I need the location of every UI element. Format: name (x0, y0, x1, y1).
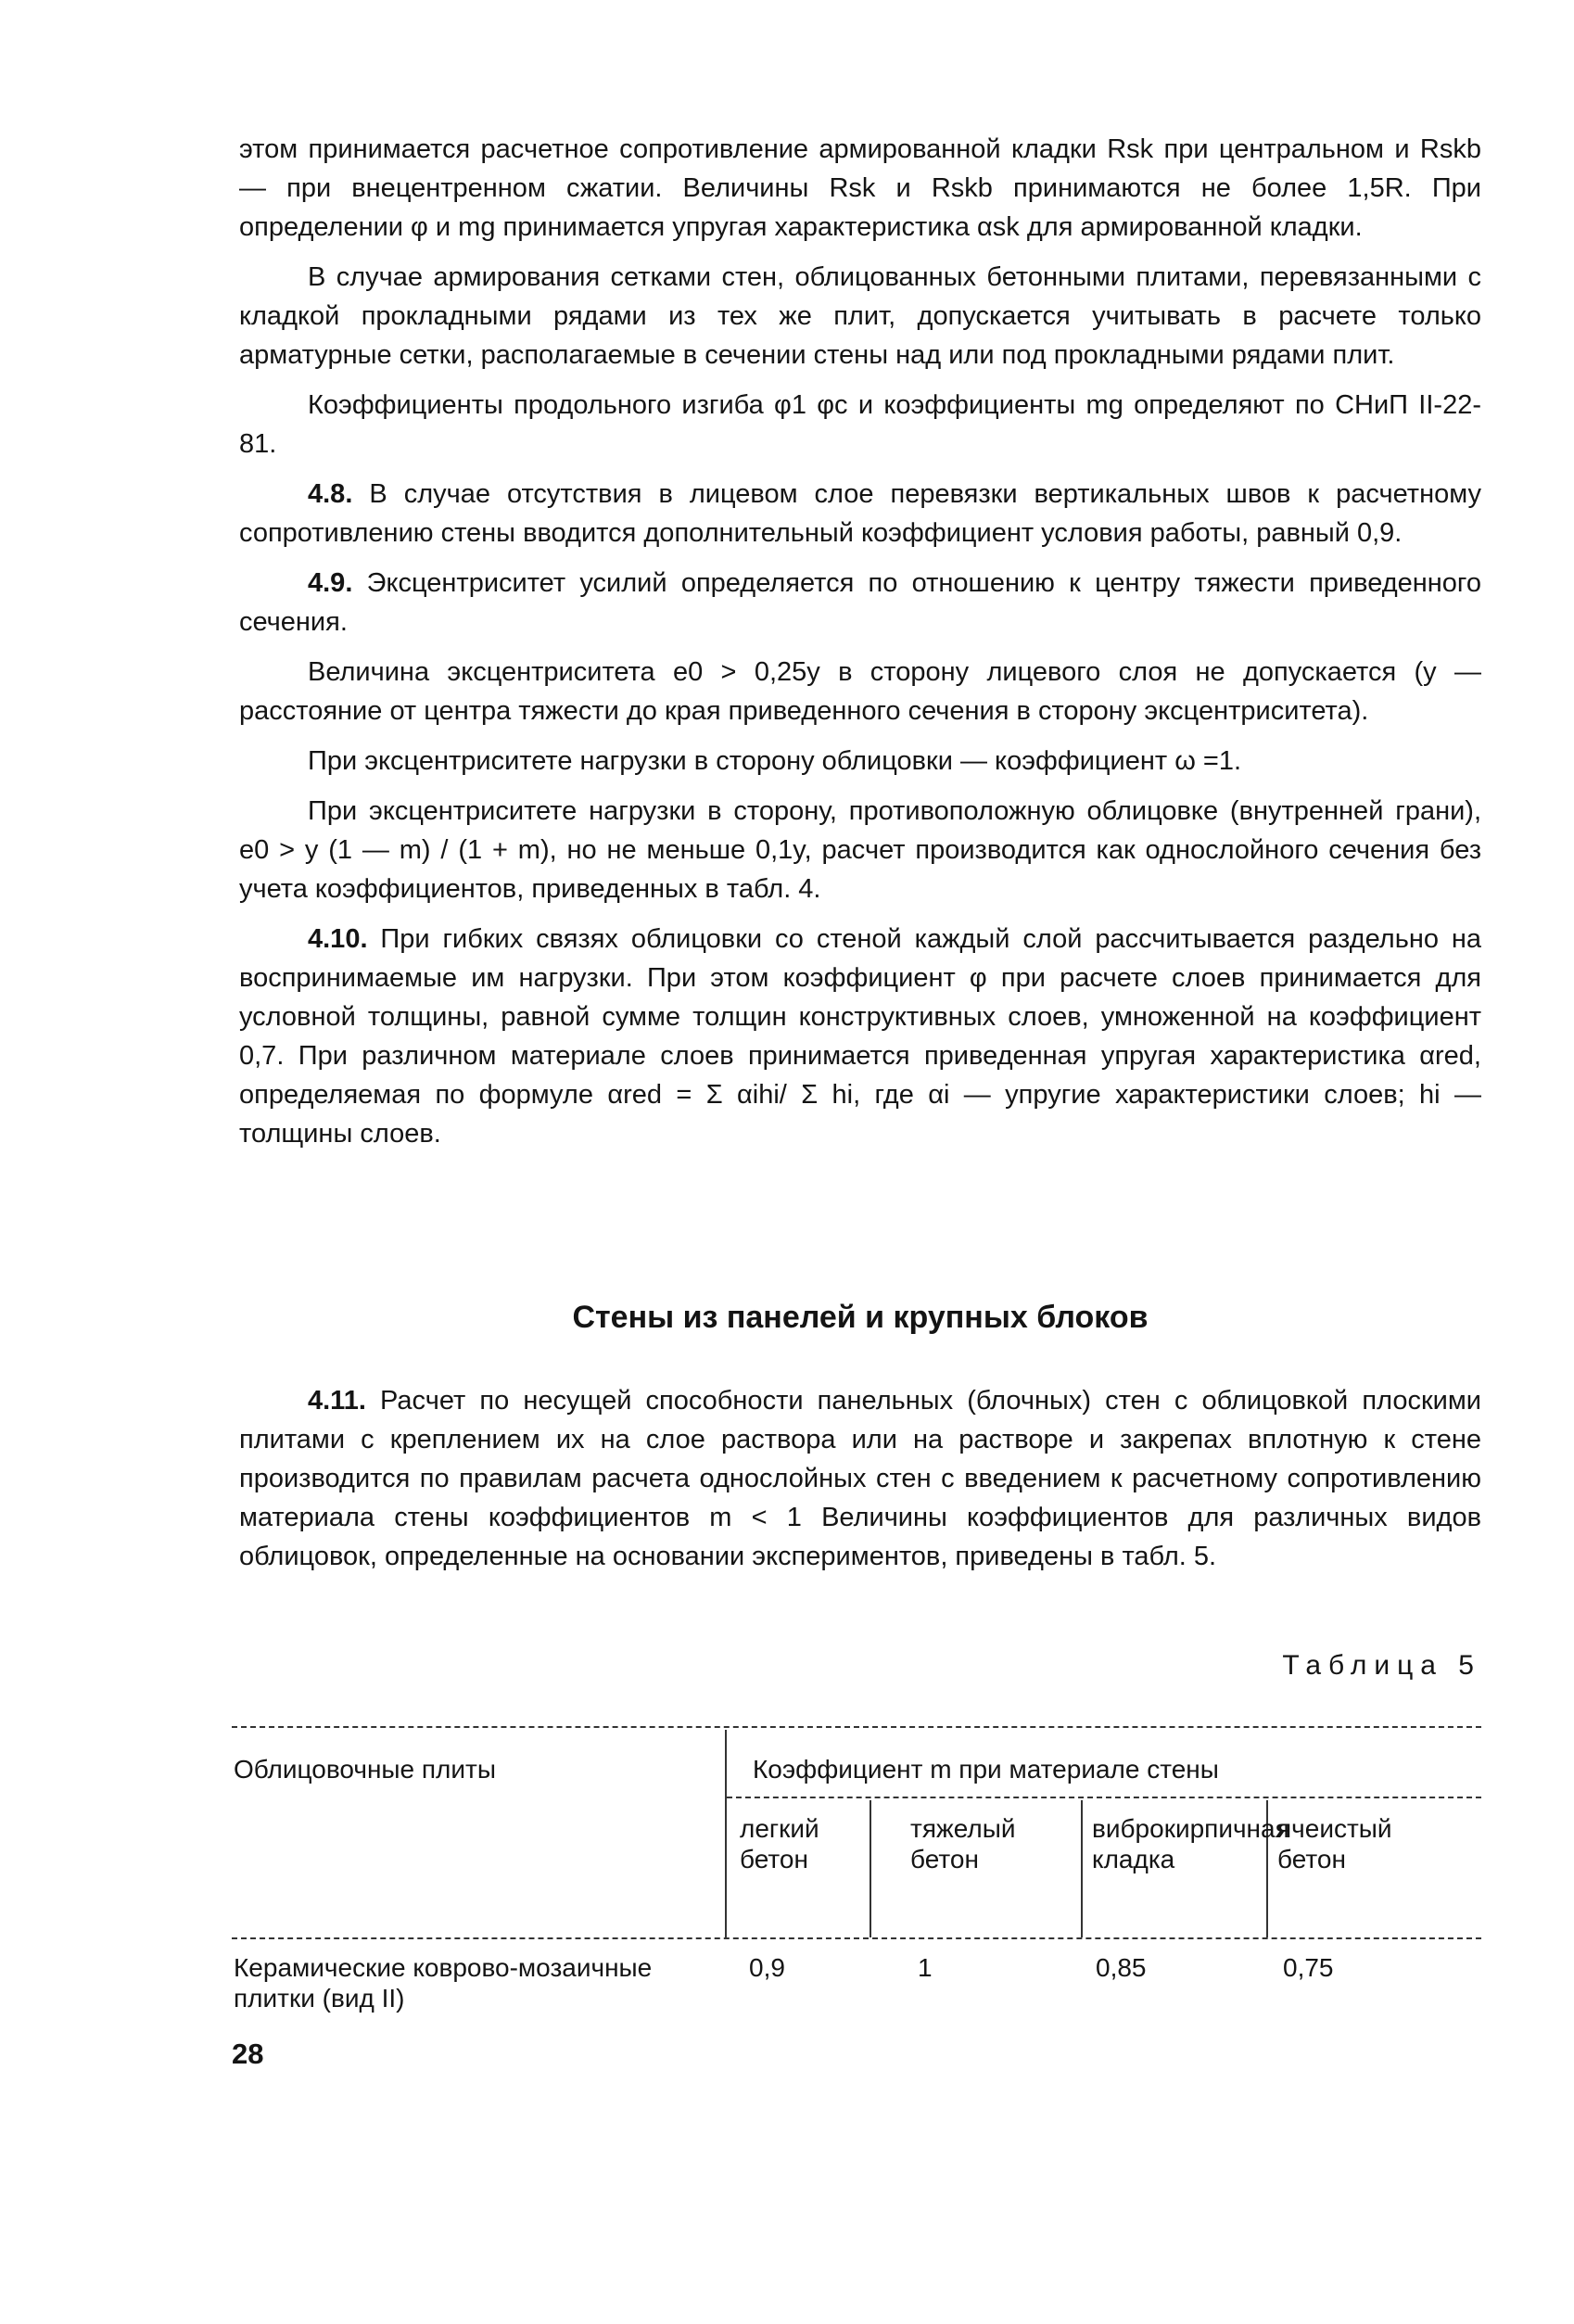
body-text-top (239, 130, 1481, 1164)
paragraph-eccentricity-facing: При эксцентриситете нагрузки в сторону облицовки — коэффициент ω =1. (308, 746, 1242, 776)
row-label: Керамические коврово-мозаичные плитки (вид II) (234, 1953, 653, 2013)
cell-heavy-concrete: 1 (918, 1953, 933, 1982)
clause-text: В случае отсутствия в лицевом слое перевязки вертикальных швов к расчетному сопротивлению стены вводится дополнительный коэффициент условия работы, равный 0,9. (239, 479, 1481, 548)
clause-number: 4.8. (308, 479, 353, 509)
paragraph-eccentricity-limit: Величина эксцентриситета e0 > 0,25y в сторону лицевого слоя не допускается (y — расстояние от центра тяжести до края приведенного сечения в сторону эксцентриситета). (239, 657, 1481, 726)
body-text-bottom (239, 1381, 1481, 1587)
paragraph-buckling-coefficients: Коэффициенты продольного изгиба φ1 φc и коэффициенты mg определяют по СНиП II-22-81. (239, 390, 1481, 459)
clause-4-10 (239, 920, 1481, 1153)
clause-number: 4.10. (308, 924, 368, 954)
subheader-vibro-brick: виброкирпичная кладка (1092, 1814, 1289, 1873)
table-divider (1081, 1800, 1083, 1937)
table-divider (870, 1800, 871, 1937)
clause-text: Эксцентриситет усилий определяется по отношению к центру тяжести приведенного сечения. (239, 568, 1481, 637)
clause-number: 4.9. (308, 568, 353, 598)
clause-number: 4.11. (308, 1386, 366, 1416)
cell-vibro-brick: 0,85 (1096, 1953, 1147, 1982)
cell-cellular-concrete: 0,75 (1283, 1953, 1334, 1982)
header-coefficient-m: Коэффициент m при материале стены (753, 1755, 1219, 1784)
paragraph-mesh-reinforcement: В случае армирования сетками стен, облицованных бетонными плитами, перевязанными с кладкой прокладными рядами из тех же плит, допускается учитывать в расчете только арматурные сетки, располагаемые в сечении стены над или под прокладными рядами плит. (239, 262, 1481, 370)
clause-text: При гибких связях облицовки со стеной каждый слой рассчитывается раздельно на воспринимаемые им нагрузки. При этом коэффициент φ при расчете слоев принимается для условной толщины, равной сумме толщин конструктивных слоев, умноженной на коэффициент 0,7. При различном материале слоев принимается приведенная упругая характеристика αred, определяемая по формуле αred = Σ αihi/ Σ hi, где αi — упругие характеристики слоев; hi — толщины слоев. (239, 924, 1482, 1149)
cell-light-concrete: 0,9 (749, 1953, 785, 1982)
table-top-rule (232, 1726, 1481, 1728)
paragraph-eccentricity-inner: При эксцентриситете нагрузки в сторону, противоположную облицовке (внутренней грани), e0 > y (1 — m) / (1 + m), но не меньше 0,1y, расчет производится как однослойного сечения без учета коэффициентов, приведенных в табл. 4. (239, 796, 1481, 904)
table-group-rule (727, 1797, 1481, 1798)
clause-4-9 (239, 564, 1481, 641)
subheader-light-concrete: легкий бетон (740, 1814, 819, 1873)
subheader-cellular-concrete: ячеистый бетон (1277, 1814, 1392, 1873)
clause-4-11 (239, 1381, 1481, 1576)
subheader-heavy-concrete: тяжелый бетон (910, 1814, 1016, 1873)
paragraph-armored-masonry: этом принимается расчетное сопротивление армированной кладки Rsk при центральном и Rskb — при внецентренном сжатии. Величины Rsk и Rskb принимаются не более 1,5R. При определении φ и mg принимается упругая характеристика αsk для армированной кладки. (239, 134, 1481, 242)
header-facing-plates: Облицовочные плиты (234, 1755, 496, 1784)
table-header-rule (232, 1937, 1481, 1939)
clause-text: Расчет по несущей способности панельных (блочных) стен с облицовкой плоскими плитами с креплением их на слое раствора или на растворе и закрепах вплотную к стене производится по правилам расчета однослойных стен с введением к расчетному сопротивлению материала стены коэффициентов m < 1 Величины коэффициентов для различных видов облицовок, определенные на основании экспериментов, приведены в табл. 5. (239, 1386, 1481, 1571)
table-title: Таблица 5 (1282, 1650, 1481, 1681)
section-heading: Стены из панелей и крупных блоков (572, 1300, 1149, 1335)
table-5 (232, 1726, 1481, 2032)
page-number: 28 (232, 2038, 264, 2070)
clause-4-8 (239, 475, 1481, 552)
table-divider (725, 1730, 727, 1937)
